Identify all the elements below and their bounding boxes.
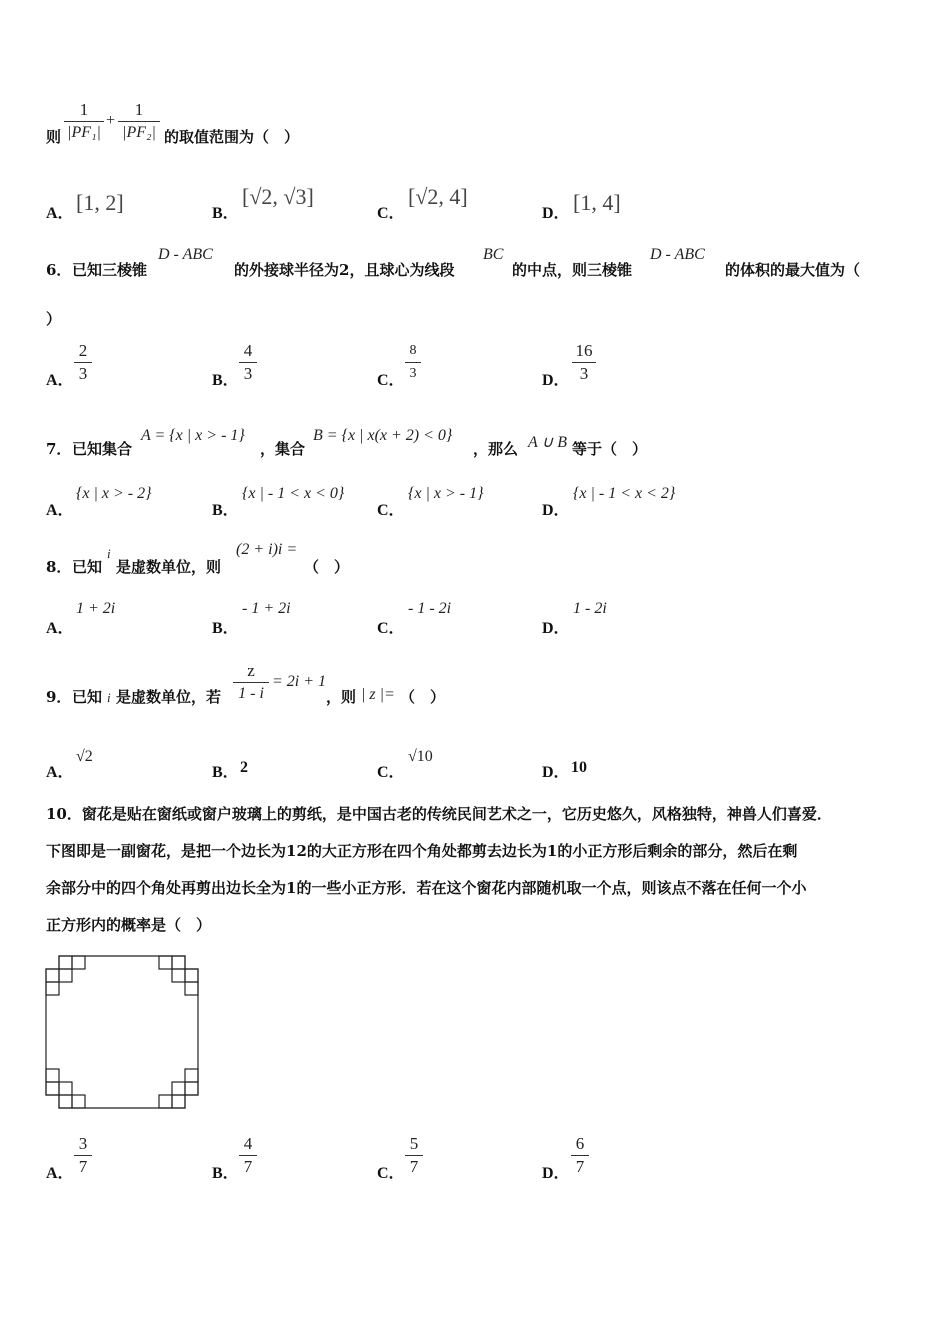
q10-stem	[46, 796, 916, 944]
q6-option-d-value: 16 3	[572, 341, 596, 384]
q8-option-d-label[interactable]: D．	[542, 620, 570, 637]
q7-option-a-value: {x | x > - 2}	[76, 485, 152, 502]
q6-option-c-label[interactable]: C．	[377, 372, 405, 389]
q10-option-a-label[interactable]: A．	[46, 1165, 74, 1182]
q6-text-1: 已知三棱锥	[72, 261, 148, 279]
q7-option-c-label[interactable]: C．	[377, 502, 405, 519]
q8-option-b-value: - 1 + 2i	[242, 600, 291, 617]
q7-math-2: B = {x | x(x + 2) < 0}	[313, 427, 453, 444]
q8-math-1: i	[107, 546, 111, 561]
q6-math-3: D - ABC	[650, 246, 705, 263]
q5-option-b-value: [√2, √3]	[242, 184, 314, 209]
q7-math-1: A = {x | x > - 1}	[141, 427, 245, 444]
q8-option-d-value: 1 - 2i	[573, 600, 607, 617]
q5-option-a-label[interactable]: A．	[46, 205, 74, 222]
q9-option-d-value: 10	[571, 759, 587, 776]
q9-option-a-value: √2	[76, 748, 93, 765]
q9-math-3: | z |=	[361, 686, 395, 703]
q10-line-1: 10．窗花是贴在窗纸或窗户玻璃上的剪纸，是中国古老的传统民间艺术之一，它历史悠久，风格独特，神兽人们喜爱．	[46, 805, 832, 823]
q8-number: 8．	[46, 558, 72, 576]
q7-option-b-value: {x | - 1 < x < 0}	[242, 485, 345, 502]
corner-squares-bottom-right	[159, 1069, 198, 1108]
q10-line-2: 下图即是一副窗花，是把一个边长为12的大正方形在四个角处都剪去边长为1的小正方形后剩余的部分，然后在剩	[46, 842, 798, 860]
q9-option-b-value: 2	[240, 759, 248, 776]
q9-option-d-label[interactable]: D．	[542, 764, 570, 781]
q10-line-4: 正方形内的概率是（ ）	[46, 916, 212, 934]
q8-text-3: （ ）	[304, 558, 350, 576]
q7-option-c-value: {x | x > - 1}	[408, 485, 484, 502]
q6-text-2: 的外接球半径为2，且球心为线段	[234, 261, 455, 279]
q6-option-b-value: 4 3	[239, 341, 257, 384]
window-outline	[46, 956, 198, 1108]
q7-option-a-label[interactable]: A．	[46, 502, 74, 519]
q5-option-c-label[interactable]: C．	[377, 205, 405, 222]
q9-text-4: （ ）	[400, 688, 446, 706]
q6-math-1: D - ABC	[158, 246, 213, 263]
q6-text-4: 的体积的最大值为（	[725, 261, 861, 279]
q6-option-a-label[interactable]: A．	[46, 372, 74, 389]
q9-number: 9．	[46, 688, 72, 706]
q6-math-2: BC	[483, 246, 504, 263]
q5-prefix: 则	[46, 128, 62, 146]
q5-option-b-label[interactable]: B．	[212, 205, 239, 222]
q5-option-d-value: [1, 4]	[573, 190, 621, 215]
q9-fraction: z 1 - i	[233, 661, 269, 704]
q10-line-3: 余部分中的四个角处再剪出边长全为1的一些小正方形．若在这个窗花内部随机取一个点，则该点不落在任何一个小	[46, 879, 807, 897]
q7-number: 7．	[46, 440, 72, 458]
q5-option-a-value: [1, 2]	[76, 190, 124, 215]
q9-math-1: i	[107, 690, 111, 705]
q9-math-2: = 2i + 1	[272, 673, 327, 690]
q9-option-b-label[interactable]: B．	[212, 764, 239, 781]
q6-option-d-label[interactable]: D．	[542, 372, 570, 389]
q10-option-b-label[interactable]: B．	[212, 1165, 239, 1182]
q6-text-3: 的中点，则三棱锥	[512, 261, 633, 279]
q10-option-b-value: 4 7	[239, 1134, 257, 1177]
q6-number: 6．	[46, 261, 72, 279]
q7-text-1: 已知集合	[72, 440, 133, 458]
q5-fraction-2: 1 |PF₂|	[118, 100, 160, 143]
q10-option-a-value: 3 7	[74, 1134, 92, 1177]
q8-text-1: 已知	[72, 558, 103, 576]
q10-number: 10．	[46, 805, 82, 823]
q6-option-a-value: 2 3	[74, 341, 92, 384]
q10-option-c-label[interactable]: C．	[377, 1165, 405, 1182]
q5-option-c-value: [√2, 4]	[408, 184, 468, 209]
q9-option-c-value: √10	[408, 748, 433, 765]
q5-fraction-1: 1 |PF₁|	[64, 100, 104, 143]
q5-plus: +	[106, 112, 116, 129]
q8-option-a-label[interactable]: A．	[46, 620, 74, 637]
q7-math-3: A ∪ B	[528, 434, 567, 451]
q6-text-5: ）	[46, 310, 62, 328]
q9-option-a-label[interactable]: A．	[46, 764, 74, 781]
q5-option-d-label[interactable]: D．	[542, 205, 570, 222]
q10-option-d-value: 6 7	[571, 1134, 589, 1177]
q7-text-4: 等于（ ）	[572, 440, 648, 458]
q8-option-c-label[interactable]: C．	[377, 620, 405, 637]
q7-text-3: ，那么	[473, 440, 519, 458]
q7-text-2: ，集合	[260, 440, 306, 458]
corner-squares-top-right	[159, 956, 198, 995]
window-flower-figure	[40, 950, 215, 1120]
q9-text-2: 是虚数单位，若	[116, 688, 222, 706]
q8-option-b-label[interactable]: B．	[212, 620, 239, 637]
q10-option-c-value: 5 7	[405, 1134, 423, 1177]
q8-text-2: 是虚数单位，则	[116, 558, 222, 576]
q8-option-a-value: 1 + 2i	[76, 600, 116, 617]
q6-option-b-label[interactable]: B．	[212, 372, 239, 389]
q8-option-c-value: - 1 - 2i	[408, 600, 452, 617]
q9-text-3: ，则	[326, 688, 357, 706]
q9-option-c-label[interactable]: C．	[377, 764, 405, 781]
q9-text-1: 已知	[72, 688, 103, 706]
q6-option-c-value: 8 3	[405, 341, 421, 384]
corner-squares-top-left	[46, 956, 85, 995]
q7-option-d-value: {x | - 1 < x < 2}	[573, 485, 676, 502]
q8-math-2: (2 + i)i =	[236, 541, 298, 558]
q5-suffix: 的取值范围为（ ）	[164, 128, 300, 146]
q10-option-d-label[interactable]: D．	[542, 1165, 570, 1182]
q7-option-b-label[interactable]: B．	[212, 502, 239, 519]
q7-option-d-label[interactable]: D．	[542, 502, 570, 519]
corner-squares-bottom-left	[46, 1069, 85, 1108]
